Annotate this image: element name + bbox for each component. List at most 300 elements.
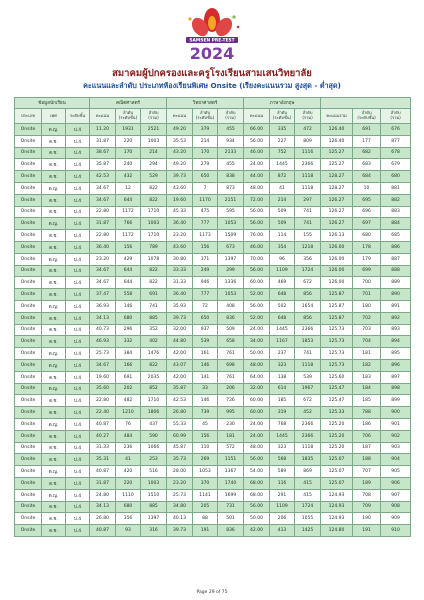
- table-cell: 48.00: [244, 442, 270, 454]
- table-cell: 1109: [270, 501, 295, 513]
- table-cell: 1835: [295, 454, 321, 466]
- table-cell: 413: [270, 525, 295, 537]
- col-sci-score: คะแนน: [167, 109, 193, 124]
- table-row: [15, 348, 411, 360]
- table-cell: Onsite: [15, 182, 42, 194]
- table-cell: 1055: [295, 513, 321, 525]
- table-cell: ป.4: [66, 371, 90, 383]
- table-cell: 7: [193, 182, 218, 194]
- table-cell: 872: [270, 171, 295, 183]
- table-cell: 190: [353, 513, 381, 525]
- col-total-rank-all: ลำดับ (รวม): [381, 109, 411, 124]
- table-cell: 202: [116, 383, 141, 395]
- table-cell: 1118: [295, 359, 321, 371]
- table-cell: 32.00: [244, 383, 270, 395]
- table-cell: 452: [295, 407, 321, 419]
- table-cell: 766: [116, 218, 141, 230]
- table-cell: Onsite: [15, 513, 42, 525]
- table-cell: 42.00: [167, 371, 193, 383]
- col-math-rank-all: ลำดับ (รวม): [141, 109, 167, 124]
- table-row: [15, 194, 411, 206]
- table-cell: 903: [381, 442, 411, 454]
- table-cell: 678: [381, 147, 411, 159]
- table-cell: 126.13: [321, 230, 353, 242]
- table-cell: 1699: [218, 489, 244, 501]
- table-cell: 35.87: [167, 383, 193, 395]
- table-cell: 437: [141, 418, 167, 430]
- table-cell: 178: [353, 241, 381, 253]
- table-cell: 648: [270, 289, 295, 301]
- table-cell: 60.00: [244, 407, 270, 419]
- table-cell: 1141: [193, 489, 218, 501]
- table-cell: 685: [381, 230, 411, 242]
- table-cell: ป.4: [66, 489, 90, 501]
- table-cell: ป.4: [66, 194, 90, 206]
- table-cell: 558: [116, 289, 141, 301]
- table-cell: 76: [116, 418, 141, 430]
- group-student-info: ข้อมูลนักเรียน: [15, 98, 90, 109]
- group-math: คณิตศาสตร์: [90, 98, 167, 109]
- table-cell: 1476: [141, 348, 167, 360]
- table-cell: 299: [218, 265, 244, 277]
- table-cell: 323: [270, 442, 295, 454]
- table-cell: 352: [141, 324, 167, 336]
- table-cell: 432: [116, 171, 141, 183]
- table-cell: 166: [116, 359, 141, 371]
- table-cell: 887: [381, 253, 411, 265]
- table-cell: 11.20: [90, 124, 116, 136]
- col-level: ระดับชั้น: [66, 109, 90, 124]
- table-cell: 50.00: [244, 348, 270, 360]
- table-cell: 695: [353, 194, 381, 206]
- table-row: [15, 430, 411, 442]
- table-cell: 76.00: [244, 230, 270, 242]
- table-row: [15, 359, 411, 371]
- table-cell: 22.80: [90, 206, 116, 218]
- table-cell: 45: [193, 418, 218, 430]
- table-cell: 56.00: [244, 265, 270, 277]
- table-cell: 890: [381, 289, 411, 301]
- table-cell: 46.00: [244, 241, 270, 253]
- table-cell: 1710: [141, 206, 167, 218]
- table-cell: Onsite: [15, 194, 42, 206]
- table-cell: 126.40: [321, 135, 353, 147]
- table-cell: 894: [381, 336, 411, 348]
- samsen-logo: [176, 7, 248, 65]
- table-cell: 50.00: [244, 513, 270, 525]
- table-cell: 126.00: [321, 265, 353, 277]
- table-cell: ด.ช.: [42, 230, 66, 242]
- table-cell: 43.60: [167, 182, 193, 194]
- table-cell: 869: [295, 466, 321, 478]
- col-type: ประเภท: [15, 109, 42, 124]
- table-row: [15, 383, 411, 395]
- table-cell: 902: [381, 430, 411, 442]
- table-cell: 1806: [141, 407, 167, 419]
- table-cell: 110: [193, 442, 218, 454]
- table-cell: 1740: [218, 477, 244, 489]
- table-cell: ด.ช.: [42, 265, 66, 277]
- table-cell: 680: [381, 171, 411, 183]
- table-row: [15, 218, 411, 230]
- table-cell: Onsite: [15, 159, 42, 171]
- table-cell: 323: [270, 359, 295, 371]
- table-row: [15, 489, 411, 501]
- table-cell: 589: [270, 466, 295, 478]
- table-cell: 93: [116, 525, 141, 537]
- table-cell: ป.4: [66, 383, 90, 395]
- table-cell: 206: [270, 513, 295, 525]
- table-cell: 124.93: [321, 489, 353, 501]
- table-cell: 43.20: [167, 147, 193, 159]
- table-cell: ป.4: [66, 501, 90, 513]
- table-cell: 1003: [141, 135, 167, 147]
- table-row: [15, 159, 411, 171]
- table-cell: Onsite: [15, 253, 42, 265]
- table-cell: 1116: [295, 147, 321, 159]
- table-cell: 703: [353, 324, 381, 336]
- table-cell: 31.33: [90, 442, 116, 454]
- table-cell: 34.13: [90, 312, 116, 324]
- table-row: [15, 336, 411, 348]
- table-cell: 741: [295, 348, 321, 360]
- table-cell: 156: [116, 241, 141, 253]
- table-cell: 41: [116, 454, 141, 466]
- table-cell: 761: [218, 371, 244, 383]
- col-eng-rank-level: ลำดับ (ระดับชั้น): [270, 109, 295, 124]
- table-cell: 56.00: [244, 454, 270, 466]
- table-cell: ด.ช.: [42, 454, 66, 466]
- table-cell: 181: [218, 430, 244, 442]
- table-cell: 181: [353, 348, 381, 360]
- group-english: ภาษาอังกฤษ: [244, 98, 321, 109]
- table-cell: 901: [381, 418, 411, 430]
- table-cell: 116: [270, 477, 295, 489]
- table-cell: 1003: [141, 218, 167, 230]
- table-cell: 1053: [218, 218, 244, 230]
- table-cell: 822: [141, 182, 167, 194]
- table-cell: 904: [381, 454, 411, 466]
- table-cell: 698: [218, 359, 244, 371]
- table-row: [15, 182, 411, 194]
- table-cell: 1172: [116, 230, 141, 242]
- table-cell: 24.00: [244, 418, 270, 430]
- table-cell: 125.47: [321, 395, 353, 407]
- table-cell: 125.20: [321, 430, 353, 442]
- table-cell: 124.93: [321, 513, 353, 525]
- table-cell: ป.4: [66, 241, 90, 253]
- table-cell: 319: [270, 407, 295, 419]
- table-cell: 836: [218, 525, 244, 537]
- table-cell: ป.4: [66, 159, 90, 171]
- table-cell: 946: [193, 277, 218, 289]
- table-cell: 1173: [193, 230, 218, 242]
- table-cell: ป.4: [66, 513, 90, 525]
- table-cell: 726: [218, 395, 244, 407]
- table-cell: 126.27: [321, 218, 353, 230]
- table-cell: 124.93: [321, 501, 353, 513]
- table-cell: ป.4: [66, 466, 90, 478]
- table-cell: 39.73: [167, 312, 193, 324]
- table-cell: 614: [270, 383, 295, 395]
- table-cell: 37.47: [90, 289, 116, 301]
- table-cell: 822: [141, 194, 167, 206]
- table-cell: 49.20: [167, 159, 193, 171]
- table-cell: Onsite: [15, 265, 42, 277]
- col-total-rank-level: ลำดับ (ระดับชั้น): [353, 109, 381, 124]
- table-cell: 26.80: [90, 513, 116, 525]
- table-cell: 68.00: [244, 477, 270, 489]
- table-cell: 227: [270, 135, 295, 147]
- logo-pretest-text: SAMSEN PRE-TEST: [189, 38, 235, 44]
- table-row: [15, 371, 411, 383]
- table-cell: 125.07: [321, 466, 353, 478]
- table-cell: 48.00: [244, 182, 270, 194]
- table-cell: 822: [141, 359, 167, 371]
- table-cell: ด.ช.: [42, 206, 66, 218]
- table-cell: 356: [116, 513, 141, 525]
- table-row: [15, 501, 411, 513]
- table-cell: ป.4: [66, 230, 90, 242]
- table-cell: Onsite: [15, 124, 42, 136]
- table-cell: 49.20: [167, 124, 193, 136]
- table-cell: 335: [270, 124, 295, 136]
- table-cell: 415: [295, 477, 321, 489]
- table-cell: 36.93: [90, 300, 116, 312]
- table-cell: 568: [270, 454, 295, 466]
- table-cell: 220: [116, 477, 141, 489]
- table-cell: 44.00: [244, 171, 270, 183]
- table-cell: 46.93: [90, 336, 116, 348]
- table-cell: 34.13: [90, 501, 116, 513]
- table-cell: ด.ช.: [42, 477, 66, 489]
- table-cell: 704: [353, 336, 381, 348]
- table-cell: ป.4: [66, 182, 90, 194]
- table-cell: 1210: [116, 407, 141, 419]
- table-cell: 680: [116, 312, 141, 324]
- table-cell: 42.53: [90, 171, 116, 183]
- table-cell: Onsite: [15, 218, 42, 230]
- table-cell: 40.73: [90, 324, 116, 336]
- table-cell: 995: [218, 407, 244, 419]
- page-title: สมาคมผู้ปกครองและครูโรงเรียนสามเสนวิทยาลัย: [112, 68, 312, 79]
- table-cell: 23.20: [90, 253, 116, 265]
- table-cell: 539: [295, 371, 321, 383]
- table-cell: 644: [116, 265, 141, 277]
- table-cell: 1110: [116, 489, 141, 501]
- table-cell: 185: [270, 395, 295, 407]
- table-cell: 529: [141, 171, 167, 183]
- table-cell: 1118: [295, 182, 321, 194]
- table-cell: 206: [218, 383, 244, 395]
- header-column-row: [15, 109, 411, 124]
- table-cell: 768: [270, 418, 295, 430]
- table-cell: 731: [218, 501, 244, 513]
- table-cell: 644: [116, 277, 141, 289]
- table-cell: 888: [381, 265, 411, 277]
- table-cell: 138: [270, 371, 295, 383]
- table-cell: 35.31: [90, 454, 116, 466]
- table-cell: 34.00: [244, 336, 270, 348]
- table-row: [15, 171, 411, 183]
- table-cell: 1853: [295, 336, 321, 348]
- table-cell: 741: [141, 300, 167, 312]
- table-cell: 155: [295, 230, 321, 242]
- table-cell: ด.ญ.: [42, 124, 66, 136]
- table-row: [15, 442, 411, 454]
- table-cell: 1167: [270, 336, 295, 348]
- table-cell: 253: [141, 454, 167, 466]
- table-cell: 36.40: [167, 218, 193, 230]
- table-cell: 36.40: [167, 289, 193, 301]
- table-cell: 39.73: [167, 171, 193, 183]
- col-total-score: คะแนนรวม: [321, 109, 353, 124]
- table-cell: 31.87: [90, 477, 116, 489]
- table-cell: ด.ช.: [42, 289, 66, 301]
- table-cell: 741: [295, 218, 321, 230]
- table-cell: 44.80: [167, 336, 193, 348]
- score-table: [14, 97, 411, 537]
- table-cell: 296: [116, 324, 141, 336]
- table-cell: 316: [141, 525, 167, 537]
- table-cell: ป.4: [66, 135, 90, 147]
- table-cell: 43.60: [167, 241, 193, 253]
- table-cell: 60.99: [167, 430, 193, 442]
- table-cell: ป.4: [66, 206, 90, 218]
- table-cell: 595: [218, 206, 244, 218]
- table-cell: 408: [218, 300, 244, 312]
- table-cell: ด.ญ.: [42, 489, 66, 501]
- table-cell: ด.ญ.: [42, 466, 66, 478]
- table-cell: 125.60: [321, 371, 353, 383]
- table-cell: 356: [295, 253, 321, 265]
- table-cell: 177: [353, 135, 381, 147]
- table-cell: 761: [218, 348, 244, 360]
- table-cell: 42.00: [244, 525, 270, 537]
- table-cell: 700: [353, 277, 381, 289]
- table-cell: Onsite: [15, 241, 42, 253]
- table-cell: 680: [353, 230, 381, 242]
- table-cell: 1170: [193, 194, 218, 206]
- table-cell: 1003: [141, 477, 167, 489]
- table-cell: 125.07: [321, 477, 353, 489]
- table-cell: 701: [353, 289, 381, 301]
- table-cell: 40.87: [90, 525, 116, 537]
- table-cell: 455: [218, 124, 244, 136]
- table-cell: Onsite: [15, 371, 42, 383]
- table-cell: 128.27: [321, 182, 353, 194]
- table-row: [15, 513, 411, 525]
- table-cell: 1053: [218, 289, 244, 301]
- table-cell: ด.ช.: [42, 395, 66, 407]
- table-cell: 35.87: [90, 159, 116, 171]
- table-cell: 2366: [295, 430, 321, 442]
- page-subtitle: คะแนนและลำดับ ประเภทห้องเรียนพิเศษ Onsite (เรียงคะแนนรวม สูงสุด - ต่ำสุด): [83, 81, 341, 90]
- table-cell: 739: [193, 407, 218, 419]
- table-cell: ด.ช.: [42, 525, 66, 537]
- table-cell: 214: [141, 147, 167, 159]
- table-cell: 161: [193, 348, 218, 360]
- table-row: [15, 135, 411, 147]
- table-cell: 56.00: [244, 218, 270, 230]
- table-cell: 1367: [218, 466, 244, 478]
- table-cell: 590: [141, 430, 167, 442]
- table-row: [15, 277, 411, 289]
- table-cell: 354: [270, 241, 295, 253]
- table-cell: 836: [218, 312, 244, 324]
- table-cell: Onsite: [15, 312, 42, 324]
- table-cell: 379: [193, 124, 218, 136]
- table-cell: 23.20: [167, 477, 193, 489]
- table-cell: 179: [353, 253, 381, 265]
- table-cell: 472: [295, 124, 321, 136]
- table-cell: 125.73: [321, 348, 353, 360]
- table-cell: 40.13: [167, 513, 193, 525]
- table-cell: 205: [193, 501, 218, 513]
- table-cell: 429: [116, 253, 141, 265]
- table-cell: 72.00: [244, 194, 270, 206]
- table-cell: ด.ญ.: [42, 418, 66, 430]
- table-cell: ด.ญ.: [42, 253, 66, 265]
- table-cell: 908: [381, 501, 411, 513]
- table-cell: 48.00: [244, 359, 270, 371]
- table-cell: 31.33: [167, 277, 193, 289]
- table-cell: 2521: [141, 124, 167, 136]
- table-row: [15, 466, 411, 478]
- table-cell: 1066: [141, 442, 167, 454]
- table-cell: 125.07: [321, 454, 353, 466]
- table-cell: 26.80: [167, 407, 193, 419]
- table-cell: 33: [193, 383, 218, 395]
- table-cell: 55.33: [167, 418, 193, 430]
- table-cell: 889: [381, 277, 411, 289]
- table-cell: 128.27: [321, 171, 353, 183]
- table-cell: ป.4: [66, 336, 90, 348]
- table-cell: 702: [353, 312, 381, 324]
- table-row: [15, 395, 411, 407]
- table-cell: 126.00: [321, 241, 353, 253]
- table-cell: Onsite: [15, 206, 42, 218]
- table-cell: ด.ช.: [42, 147, 66, 159]
- table-cell: ด.ช.: [42, 324, 66, 336]
- table-cell: 883: [381, 206, 411, 218]
- table-cell: 24.00: [244, 159, 270, 171]
- table-cell: ด.ช.: [42, 501, 66, 513]
- table-cell: 420: [116, 466, 141, 478]
- table-cell: 650: [193, 312, 218, 324]
- table-cell: ด.ช.: [42, 194, 66, 206]
- table-cell: 838: [218, 171, 244, 183]
- logo-year-text: 2024: [189, 44, 235, 63]
- table-cell: 1654: [295, 300, 321, 312]
- table-cell: 24.80: [90, 489, 116, 501]
- table-cell: ป.4: [66, 430, 90, 442]
- col-math-rank-level: ลำดับ (ระดับชั้น): [116, 109, 141, 124]
- table-cell: 910: [381, 525, 411, 537]
- table-row: [15, 147, 411, 159]
- table-cell: 881: [381, 182, 411, 194]
- table-cell: ด.ช.: [42, 336, 66, 348]
- table-cell: 777: [193, 218, 218, 230]
- table-cell: 697: [353, 218, 381, 230]
- table-cell: 899: [381, 395, 411, 407]
- table-cell: 124.80: [321, 525, 353, 537]
- table-cell: ด.ญ.: [42, 359, 66, 371]
- table-cell: 54.00: [244, 466, 270, 478]
- table-cell: 46.00: [244, 147, 270, 159]
- table-cell: ด.ช.: [42, 371, 66, 383]
- table-cell: 469: [270, 277, 295, 289]
